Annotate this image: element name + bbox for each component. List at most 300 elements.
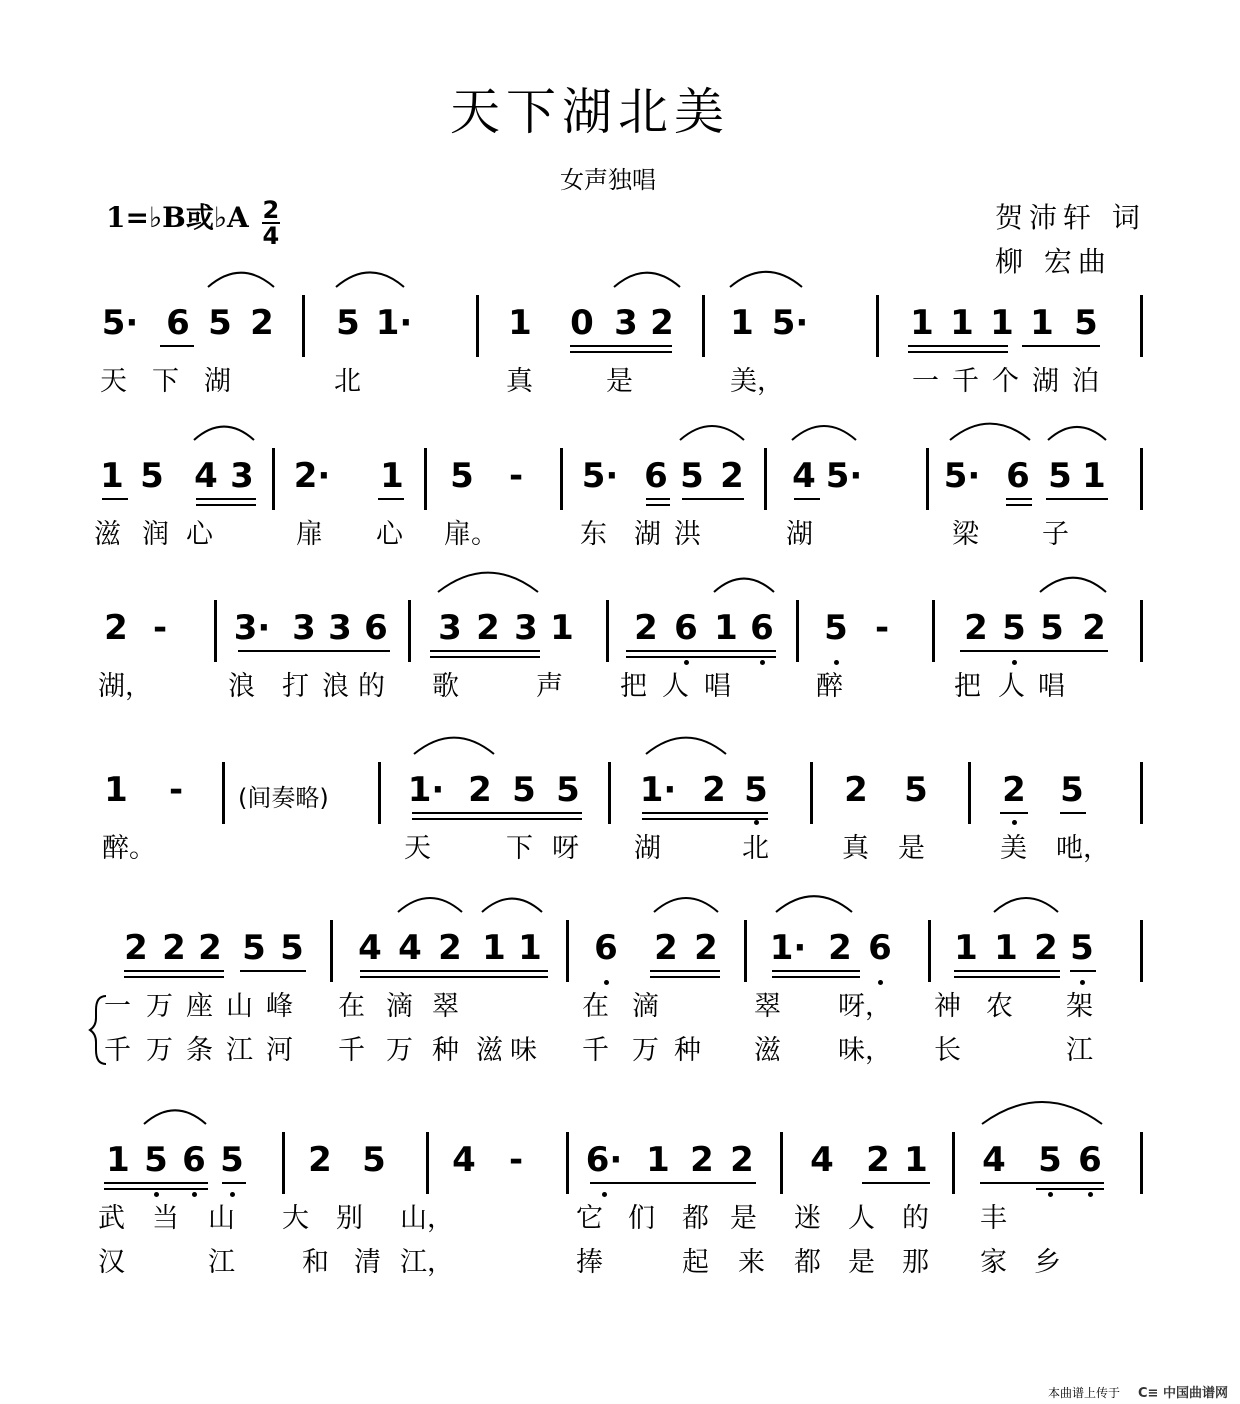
bar-line: [214, 600, 217, 662]
bar-line: [560, 448, 563, 510]
note: 5·: [771, 303, 809, 343]
lyric-char: 在: [338, 991, 365, 1022]
lyric-char: 人: [998, 671, 1025, 702]
note: 4: [194, 456, 218, 496]
bar-line: [606, 600, 609, 662]
lyric-char: 都: [682, 1203, 709, 1234]
note: 0: [570, 303, 594, 343]
lyric-char: 湖，: [98, 671, 152, 702]
bar-line: [566, 920, 569, 982]
lyric-char: 种: [432, 1035, 459, 1066]
bar-line: [426, 1132, 429, 1194]
lyric-char: 架: [1066, 991, 1093, 1022]
note: 5: [1038, 1140, 1062, 1180]
lyric-char: 扉。: [444, 519, 498, 550]
beam-line: [238, 650, 390, 652]
octave-dot: [192, 1192, 197, 1197]
note: 1: [1030, 303, 1054, 343]
subtitle: 女声独唱: [560, 166, 656, 194]
note: -: [168, 770, 184, 810]
lyric-char: 美，: [730, 366, 784, 397]
octave-dot: [1012, 660, 1017, 665]
lyric-char: 湖: [1032, 366, 1059, 397]
note: 3: [514, 608, 538, 648]
bar-line: [796, 600, 799, 662]
lyric-char: 湖: [634, 519, 661, 550]
lyric-char: 山，: [400, 1203, 454, 1234]
lyric-char: 山: [208, 1203, 235, 1234]
bar-line: [1140, 762, 1143, 824]
note: 1·: [639, 770, 677, 810]
beam-line: [642, 812, 768, 814]
note: 1·: [407, 770, 445, 810]
lyric-char: 都: [794, 1247, 821, 1278]
note: 6: [166, 303, 190, 343]
footer-brand: [1138, 1382, 1228, 1401]
octave-dot: [230, 1192, 235, 1197]
octave-dot: [834, 660, 839, 665]
note: 2: [198, 928, 222, 968]
beam-line: [102, 498, 128, 500]
note: 2: [702, 770, 726, 810]
bar-line: [702, 295, 705, 357]
beam-line: [124, 970, 224, 972]
octave-dot: [760, 660, 765, 665]
lyric-char: 把: [954, 671, 981, 702]
lyric-char: 条: [186, 1035, 213, 1066]
lyric-char: 清: [354, 1247, 381, 1278]
note: 2: [828, 928, 852, 968]
bar-line: [424, 448, 427, 510]
lyric-char: 心: [376, 519, 403, 550]
note: 3: [438, 608, 462, 648]
lyric-char: 千: [338, 1035, 365, 1066]
verse-brace-icon: [0, 0, 1, 1]
lyric-char: 神: [934, 991, 961, 1022]
lyric-char: 歌: [432, 671, 459, 702]
lyric-char: 千: [104, 1035, 131, 1066]
note: 1: [1082, 456, 1106, 496]
lyric-char: 扉: [296, 519, 323, 550]
note: 2: [964, 608, 988, 648]
lyric-char: 呀: [552, 833, 579, 864]
note: 5: [140, 456, 164, 496]
lyric-char: 农: [986, 991, 1013, 1022]
lyric-char: 峰: [266, 991, 293, 1022]
beam-line: [104, 1188, 208, 1190]
lyric-char: 是: [898, 833, 925, 864]
beam-line: [954, 976, 1060, 978]
time-top: 2: [262, 195, 280, 224]
note: 5·: [581, 456, 619, 496]
lyric-char: 洪: [674, 519, 701, 550]
time-bottom: 4: [262, 221, 280, 250]
lyric-char: 梁: [952, 519, 979, 550]
note: 1: [646, 1140, 670, 1180]
note: 5: [208, 303, 232, 343]
lyric-char: 丰: [980, 1203, 1007, 1234]
lyric-char: 呀，: [838, 991, 892, 1022]
note: 1: [910, 303, 934, 343]
beam-line: [960, 650, 1108, 652]
note: 5: [144, 1140, 168, 1180]
note: 2: [720, 456, 744, 496]
lyric-char: 唱: [704, 671, 731, 702]
lyric-char: 江: [226, 1035, 253, 1066]
note: 2: [438, 928, 462, 968]
bar-line: [810, 762, 813, 824]
beam-line: [908, 351, 1008, 353]
beam-line: [160, 345, 194, 347]
note: 5: [556, 770, 580, 810]
lyric-char: 天: [404, 833, 431, 864]
lyric-char: 浪: [228, 671, 255, 702]
note: -: [508, 456, 524, 496]
beam-line: [1070, 970, 1096, 972]
bar-line: [330, 920, 333, 982]
note: 6: [364, 608, 388, 648]
lyric-char: 浪: [322, 671, 349, 702]
note: 5: [1002, 608, 1026, 648]
beam-line: [570, 351, 672, 353]
beam-line: [980, 1182, 1104, 1184]
bar-line: [1140, 920, 1143, 982]
note: 5: [1070, 928, 1094, 968]
note: 2: [124, 928, 148, 968]
octave-dot: [684, 660, 689, 665]
note: 2: [694, 928, 718, 968]
lyric-char: 们: [628, 1203, 655, 1234]
lyric-char: 大: [282, 1203, 309, 1234]
beam-line: [104, 1182, 208, 1184]
bar-line: [876, 295, 879, 357]
lyric-char: 的: [902, 1203, 929, 1234]
lyric-char: 天: [100, 366, 127, 397]
lyric-char: 心: [186, 519, 213, 550]
note: 6: [750, 608, 774, 648]
lyric-char: 子: [1042, 519, 1069, 550]
lyric-char: 个: [992, 366, 1019, 397]
bar-line: [272, 448, 275, 510]
bar-line: [566, 1132, 569, 1194]
lyric-char: 真: [842, 833, 869, 864]
brand-logo-icon: C≡: [1138, 1386, 1159, 1401]
beam-line: [772, 976, 860, 978]
note: 6: [868, 928, 892, 968]
octave-dot: [1080, 980, 1085, 985]
lyric-char: 醉: [816, 671, 843, 702]
beam-line: [626, 656, 776, 658]
note: 2: [654, 928, 678, 968]
lyric-char: 在: [582, 991, 609, 1022]
note: 1: [518, 928, 542, 968]
beam-line: [1006, 504, 1032, 506]
lyric-char: 下: [506, 833, 533, 864]
beam-line: [1036, 1188, 1104, 1190]
note: 1: [508, 303, 532, 343]
lyric-char: 滴: [386, 991, 413, 1022]
note: 6: [594, 928, 618, 968]
bar-line: [764, 448, 767, 510]
lyric-char: 醉。: [102, 833, 156, 864]
octave-dot: [154, 1192, 159, 1197]
bar-line: [378, 762, 381, 824]
note: 5: [824, 608, 848, 648]
beam-line: [682, 498, 744, 500]
interlude-label: (间奏略): [238, 784, 329, 812]
lyric-char: 人: [662, 671, 689, 702]
octave-dot: [754, 820, 759, 825]
lyric-char: 汉: [98, 1247, 125, 1278]
beam-line: [954, 970, 1060, 972]
note: 2: [650, 303, 674, 343]
lyric-char: 是: [730, 1203, 757, 1234]
beam-line: [1000, 812, 1028, 814]
note: 1: [904, 1140, 928, 1180]
note: 1: [990, 303, 1014, 343]
beam-line: [908, 345, 1008, 347]
lyric-char: 那: [902, 1247, 929, 1278]
lyric-char: 江: [208, 1247, 235, 1278]
lyric-char: 润: [142, 519, 169, 550]
time-signature: [262, 195, 280, 250]
note: 6: [644, 456, 668, 496]
note: 2: [844, 770, 868, 810]
beam-line: [570, 345, 672, 347]
lyric-char: 别: [336, 1203, 363, 1234]
key-text: 1=♭B或♭A: [106, 201, 249, 234]
lyric-char: 武: [98, 1203, 125, 1234]
bar-line: [744, 920, 747, 982]
note: 2: [308, 1140, 332, 1180]
lyric-char: 打: [282, 671, 309, 702]
composer-credit: 柳 宏曲: [995, 245, 1112, 278]
lyric-char: 北: [334, 366, 361, 397]
beam-line: [772, 970, 860, 972]
lyric-char: 美: [1000, 833, 1027, 864]
footer-text: 本曲谱上传于: [1048, 1386, 1121, 1400]
note: 5: [1060, 770, 1084, 810]
note: 5: [1074, 303, 1098, 343]
note: 1: [994, 928, 1018, 968]
bar-line: [1140, 448, 1143, 510]
lyric-char: 来: [738, 1247, 765, 1278]
beam-line: [412, 818, 582, 820]
beam-line: [1060, 812, 1086, 814]
note: 1: [730, 303, 754, 343]
note: 2: [476, 608, 500, 648]
note: 4: [358, 928, 382, 968]
note: 4: [792, 456, 816, 496]
note: 6: [1078, 1140, 1102, 1180]
lyric-char: 湖: [204, 366, 231, 397]
lyric-char: 翠: [754, 991, 781, 1022]
lyric-char: 真: [506, 366, 533, 397]
lyric-char: 万: [146, 991, 173, 1022]
lyric-char: 是: [848, 1247, 875, 1278]
lyric-char: 和: [302, 1247, 329, 1278]
note: 4: [810, 1140, 834, 1180]
note: 1·: [769, 928, 807, 968]
octave-dot: [1088, 1192, 1093, 1197]
lyric-char: 迷: [794, 1203, 821, 1234]
lyric-char: 山: [226, 991, 253, 1022]
note: 4: [982, 1140, 1006, 1180]
lyric-char: 江，: [400, 1247, 454, 1278]
lyric-char: 人: [848, 1203, 875, 1234]
note: 6: [674, 608, 698, 648]
octave-dot: [604, 980, 609, 985]
note: 5: [336, 303, 360, 343]
note: 3: [230, 456, 254, 496]
note: 5: [1048, 456, 1072, 496]
note: 2·: [293, 456, 331, 496]
beam-line: [650, 970, 720, 972]
lyric-char: 东: [580, 519, 607, 550]
note: 2: [250, 303, 274, 343]
bar-line: [1140, 1132, 1143, 1194]
note: 2: [468, 770, 492, 810]
beam-line: [378, 498, 404, 500]
beam-line: [196, 504, 256, 506]
lyric-char: 捧: [576, 1247, 603, 1278]
lyric-char: 滴: [632, 991, 659, 1022]
note: 2: [1082, 608, 1106, 648]
lyric-char: 河: [266, 1035, 293, 1066]
note: 6: [182, 1140, 206, 1180]
beam-line: [1046, 498, 1108, 500]
beam-line: [1006, 498, 1032, 500]
note: 5: [242, 928, 266, 968]
bar-line: [952, 1132, 955, 1194]
note: 1: [550, 608, 574, 648]
beam-line: [862, 1182, 930, 1184]
note: 2: [690, 1140, 714, 1180]
note: 2: [162, 928, 186, 968]
beam-line: [650, 976, 720, 978]
note: 5: [904, 770, 928, 810]
lyric-char: 滋: [94, 519, 121, 550]
note: 1: [714, 608, 738, 648]
beam-line: [590, 1182, 756, 1184]
octave-dot: [602, 1192, 607, 1197]
note: 3: [614, 303, 638, 343]
note: 5: [220, 1140, 244, 1180]
bar-line: [1140, 295, 1143, 357]
note: 5·: [101, 303, 139, 343]
beam-line: [646, 504, 670, 506]
beam-line: [626, 650, 776, 652]
note: 4: [452, 1140, 476, 1180]
note: 5·: [943, 456, 981, 496]
bar-line: [1140, 600, 1143, 662]
note: 2: [1002, 770, 1026, 810]
lyric-char: 乡: [1034, 1247, 1061, 1278]
beam-line: [412, 812, 582, 814]
lyric-char: 家: [980, 1247, 1007, 1278]
beam-line: [430, 656, 540, 658]
lyric-char: 味: [510, 1035, 537, 1066]
bar-line: [780, 1132, 783, 1194]
lyric-char: 江: [1066, 1035, 1093, 1066]
lyricist-credit: 贺沛轩 词: [995, 201, 1146, 234]
note: 2: [866, 1140, 890, 1180]
lyric-char: 万: [632, 1035, 659, 1066]
note: 5: [1040, 608, 1064, 648]
bar-line: [928, 920, 931, 982]
note: 5: [450, 456, 474, 496]
brand-name: 中国曲谱网: [1162, 1386, 1228, 1401]
beam-line: [196, 498, 256, 500]
note: 4: [398, 928, 422, 968]
lyric-char: 一: [104, 991, 131, 1022]
beam-line: [1022, 345, 1100, 347]
note: 2: [634, 608, 658, 648]
note: 5: [512, 770, 536, 810]
bar-line: [222, 762, 225, 824]
lyric-char: 起: [682, 1247, 709, 1278]
beam-line: [124, 976, 224, 978]
note: 1: [950, 303, 974, 343]
note: 6: [1006, 456, 1030, 496]
note: 6·: [585, 1140, 623, 1180]
lyric-char: 滋: [476, 1035, 503, 1066]
lyric-char: 泊: [1072, 366, 1099, 397]
note: 3: [292, 608, 316, 648]
beam-line: [646, 498, 670, 500]
note: 1: [380, 456, 404, 496]
note: 1: [104, 770, 128, 810]
lyric-char: 吔，: [1056, 833, 1110, 864]
note: -: [508, 1140, 524, 1180]
bar-line: [968, 762, 971, 824]
note: 2: [1034, 928, 1058, 968]
beam-line: [642, 818, 768, 820]
lyric-char: 北: [742, 833, 769, 864]
bar-line: [932, 600, 935, 662]
bar-line: [926, 448, 929, 510]
beam-line: [222, 1182, 246, 1184]
lyric-char: 当: [152, 1203, 179, 1234]
lyric-char: 长: [934, 1035, 961, 1066]
octave-dot: [878, 980, 883, 985]
lyric-char: 是: [606, 366, 633, 397]
lyric-char: 种: [674, 1035, 701, 1066]
note: 2: [730, 1140, 754, 1180]
lyric-char: 味，: [838, 1035, 892, 1066]
lyric-char: 它: [576, 1203, 603, 1234]
note: -: [152, 608, 168, 648]
lyric-char: 声: [536, 671, 563, 702]
lyric-char: 湖: [634, 833, 661, 864]
bar-line: [476, 295, 479, 357]
beam-line: [240, 970, 306, 972]
note: -: [874, 608, 890, 648]
lyric-char: 万: [146, 1035, 173, 1066]
lyric-char: 座: [186, 991, 213, 1022]
bar-line: [302, 295, 305, 357]
note: 1: [482, 928, 506, 968]
lyric-char: 唱: [1038, 671, 1065, 702]
note: 3·: [233, 608, 271, 648]
key-signature: [106, 196, 280, 248]
octave-dot: [1048, 1192, 1053, 1197]
note: 5: [362, 1140, 386, 1180]
beam-line: [794, 498, 820, 500]
note: 1: [954, 928, 978, 968]
bar-line: [608, 762, 611, 824]
lyric-char: 一: [912, 366, 939, 397]
